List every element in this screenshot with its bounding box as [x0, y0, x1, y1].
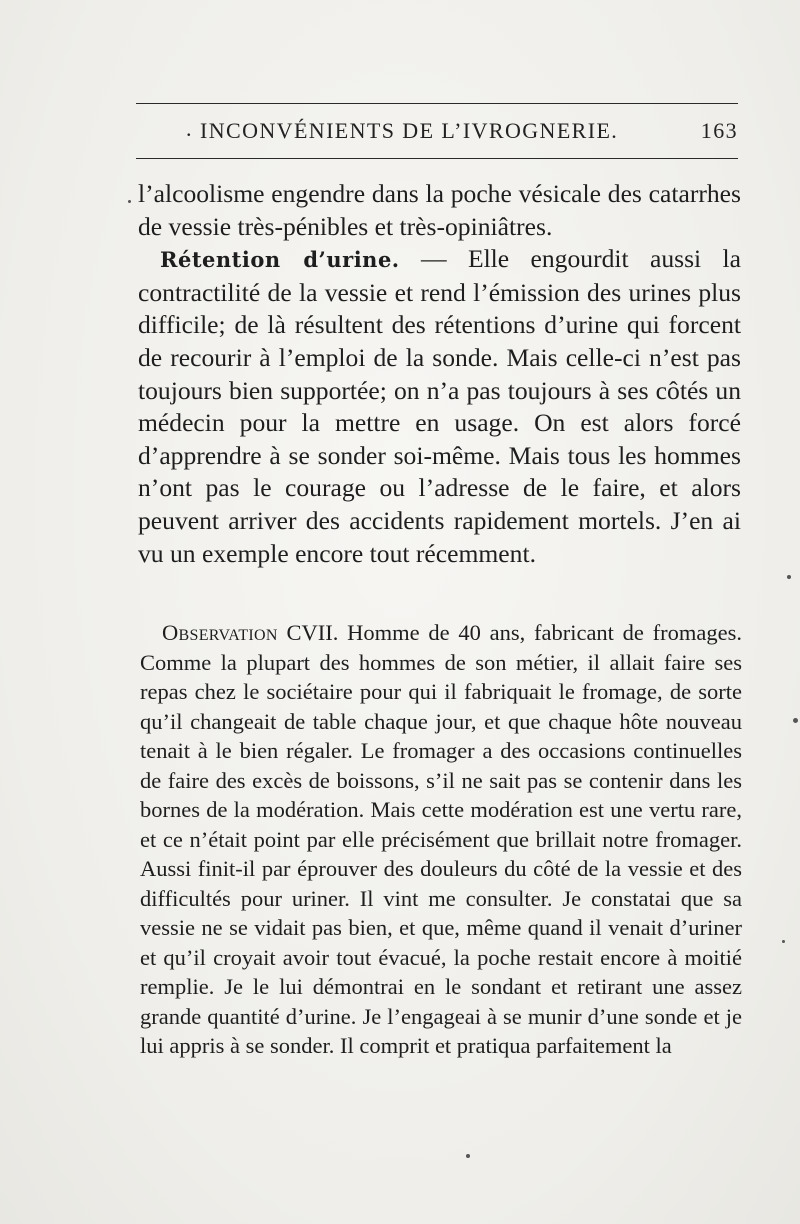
print-speck [128, 200, 131, 203]
observation-label: Observation [162, 620, 278, 645]
print-speck [466, 1154, 470, 1158]
observation-paragraph [140, 618, 742, 1061]
header-top-rule [136, 103, 738, 104]
running-header [150, 116, 740, 146]
observation-block [140, 618, 742, 1061]
observation-number: CVII. [277, 620, 339, 645]
header-bottom-rule [136, 158, 738, 159]
header-dot: . [186, 116, 193, 141]
print-speck [793, 718, 798, 723]
paragraph-retention [138, 243, 741, 570]
print-speck [787, 575, 791, 579]
section-rubric: Rétention d’urine. [160, 247, 400, 273]
paragraph-continuation: l’alcoolisme engendre dans la poche vésicale des catarrhes de vessie très-pénibles et très-opiniâtres. [138, 179, 741, 241]
paragraph-retention-text: — Elle engourdit aussi la contractilité de la vessie et rend l’émission des urines plus difficile; de là résultent des rétentions d’urine qui forcent de recourir à l’emploi de la sonde. Mais celle-ci n’est pas toujours bien supportée; on n’a pas toujours à ses côtés un médecin pour la mettre en usage. On est alors forcé d’apprendre à se sonder soi-même. Mais tous les hommes n’ont pas le courage ou l’adresse de le faire, et alors peuvent arriver des accidents rapidement mortels. J’en ai vu un exemple encore tout récemment. [138, 244, 741, 568]
main-text [138, 178, 741, 570]
page-number: 163 [700, 118, 738, 143]
running-title: INCONVÉNIENTS DE L’IVROGNERIE. [200, 118, 619, 143]
print-speck [782, 940, 785, 943]
observation-text: Homme de 40 ans, fabricant de fromages. Comme la plupart des hommes de son métier, il allait faire ses repas chez le sociétaire pour qui il fabriquait le fromage, de sorte qu’il changeait de table chaque jour, et que chaque hôte nouveau tenait à le bien régaler. Le fromager a des occasions continuelles de faire des excès de boissons, s’il ne sait pas se contenir dans les bornes de la modération. Mais cette modération est une vertu rare, et ce n’était point par elle précisément que brillait notre fromager. Aussi finit-il par éprouver des douleurs du côté de la vessie et des difficultés pour uriner. Il vint me consulter. Je constatai que sa vessie ne se vidait pas bien, et que, même quand il venait d’uriner et qu’il croyait avoir tout évacué, la poche restait encore à moitié remplie. Je le lui démontrai en le sondant et retirant une assez grande quantité d’urine. Je l’engageai à se munir d’une sonde et je lui appris à se sonder. Il comprit et pratiqua parfaitement la [140, 620, 742, 1058]
